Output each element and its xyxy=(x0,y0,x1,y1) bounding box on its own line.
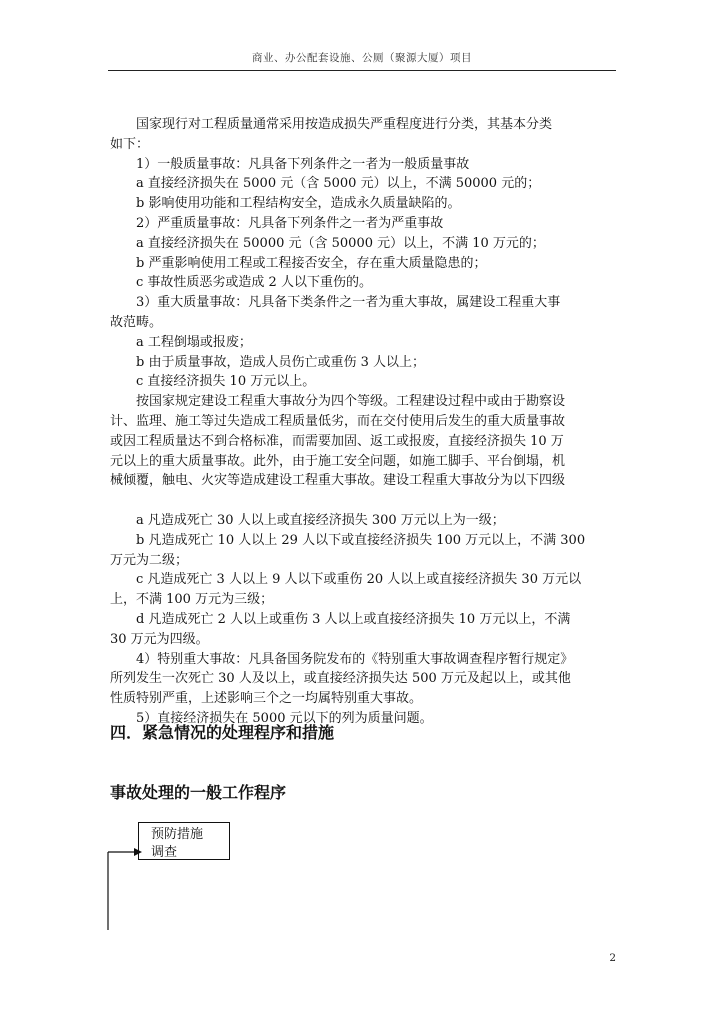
subsection-title: 事故处理的一般工作程序 xyxy=(110,783,287,802)
paragraph-line: 元以上的重大质量事故。此外，由于施工安全问题，如施工脚手、平台倒塌，机 xyxy=(110,453,566,469)
paragraph-line: 1）一般质量事故：凡具备下列条件之一者为一般质量事故 xyxy=(136,156,470,172)
body-text xyxy=(110,115,620,729)
paragraph-line: b 严重影响使用工程或工程接否安全，存在重大质量隐患的； xyxy=(136,255,487,271)
blank-line xyxy=(110,491,620,511)
paragraph-line: 故范畴。 xyxy=(110,314,163,330)
paragraph-line: 4）特别重大事故：凡具备国务院发布的《特别重大事故调查程序暂行规定》 xyxy=(136,651,574,667)
paragraph-line: a 工程倒塌或报废； xyxy=(136,334,252,350)
paragraph-line: 按国家规定建设工程重大事故分为四个等级。工程建设过程中或由于勘察设 xyxy=(136,394,566,410)
header-rule xyxy=(108,70,616,71)
paragraph-line: c 事故性质恶劣或造成 2 人以下重伤的。 xyxy=(136,275,372,291)
paragraph-line: 2）严重质量事故：凡具备下列条件之一者为严重事故 xyxy=(136,215,444,231)
arrow-right-icon xyxy=(134,848,142,856)
paragraph-line: 如下： xyxy=(110,136,150,152)
flowchart-box-label-2: 调查 xyxy=(151,845,178,860)
paragraph-line: c 凡造成死亡 3 人以上 9 人以下或重伤 20 人以上或直接经济损失 30 万元以 xyxy=(136,572,582,588)
running-header: 商业、办公配套设施、公厕（聚源大厦）项目 xyxy=(252,52,472,64)
paragraph-line: 计、监理、施工等过失造成工程质量低劣，而在交付使用后发生的重大质量事故 xyxy=(110,413,566,429)
paragraph-line: 所列发生一次死亡 30 人及以上，或直接经济损失达 500 万元及起以上，或其他 xyxy=(110,671,571,687)
flowchart-box-label: 预防措施 xyxy=(151,827,204,842)
paragraph-line: 械倾覆，触电、火灾等造成建设工程重大事故。建设工程重大事故分为以下四级 xyxy=(110,473,566,489)
paragraph-line: 30 万元为四级。 xyxy=(110,631,209,647)
paragraph-line: 上，不满 100 万元为三级； xyxy=(110,592,274,608)
flowchart-connector xyxy=(104,846,144,932)
paragraph-line: 5）直接经济损失在 5000 元以下的列为质量问题。 xyxy=(136,710,433,726)
section-title: 四．紧急情况的处理程序和措施 xyxy=(110,723,335,742)
paragraph-line: 或因工程质量达不到合格标准，而需要加固、返工或报废，直接经济损失 10 万 xyxy=(110,433,564,449)
paragraph-line: 万元为二级； xyxy=(110,552,189,568)
paragraph-line: d 凡造成死亡 2 人以上或重伤 3 人以上或直接经济损失 10 万元以上，不满 xyxy=(136,611,571,627)
paragraph-line: 性质特别严重，上述影响三个之一均属特别重大事故。 xyxy=(110,691,423,707)
paragraph-line: 3）重大质量事故：凡具备下类条件之一者为重大事故，属建设工程重大事 xyxy=(136,295,561,311)
paragraph-line: b 凡造成死亡 10 人以上 29 人以下或直接经济损失 100 万元以上，不满 300 xyxy=(136,532,586,548)
paragraph-line: a 凡造成死亡 30 人以上或直接经济损失 300 万元以上为一级； xyxy=(136,512,505,528)
page-number: 2 xyxy=(609,952,616,964)
paragraph-line: a 直接经济损失在 5000 元（含 5000 元）以上，不满 50000 元的； xyxy=(136,176,541,192)
flowchart-box-prevention xyxy=(138,822,230,860)
paragraph-line: b 由于质量事故，造成人员伤亡或重伤 3 人以上； xyxy=(136,354,425,370)
paragraph-line: c 直接经济损失 10 万元以上。 xyxy=(136,374,316,390)
paragraph-line: a 直接经济损失在 50000 元（含 50000 元）以上，不满 10 万元的； xyxy=(136,235,545,251)
paragraph-line: b 影响使用功能和工程结构安全，造成永久质量缺陷的。 xyxy=(136,196,461,212)
paragraph-line: 国家现行对工程质量通常采用按造成损失严重程度进行分类，其基本分类 xyxy=(136,117,553,132)
